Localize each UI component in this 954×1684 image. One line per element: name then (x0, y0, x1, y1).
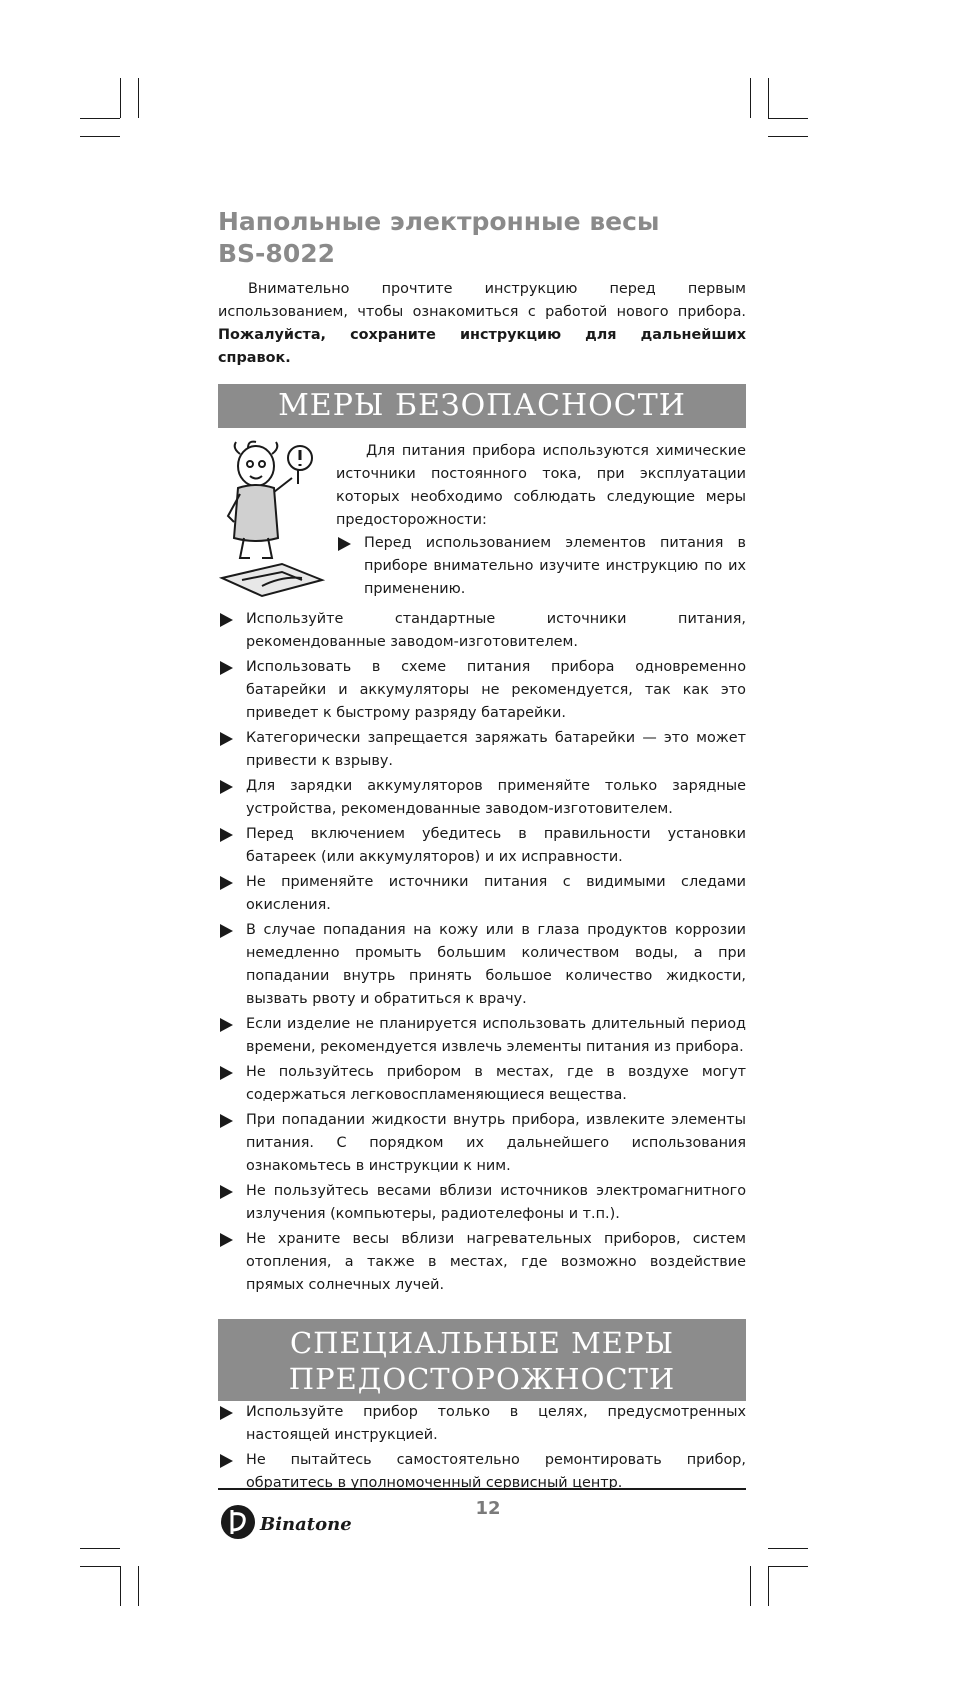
page-number: 12 (475, 1498, 501, 1519)
list-item (218, 1013, 746, 1059)
crop-mark (750, 1566, 751, 1606)
crop-mark (768, 1548, 808, 1549)
list-item (218, 823, 746, 869)
list-item-text: Не пытайтесь самостоятельно ремонтировать прибор, обратитесь в уполномоченный сервисный центр. (246, 1452, 746, 1491)
list-item-text: Категорически запрещается заряжать батарейки — это может привести к взрыву. (246, 730, 746, 769)
intro-paragraph (218, 278, 746, 370)
crop-mark (120, 1566, 121, 1606)
bullet-icon (220, 613, 233, 627)
list-item-text: Использовать в схеме питания прибора одновременно батарейки и аккумуляторы не рекомендуется, так как это приведет к быстрому разряду батарейки. (246, 659, 746, 721)
crop-mark (80, 1566, 120, 1567)
crop-mark (768, 136, 808, 137)
crop-mark (768, 1566, 808, 1567)
list-item (218, 1228, 746, 1297)
bullet-icon (338, 537, 351, 551)
list-item-text: Перед включением убедитесь в правильности установки батареек (или аккумуляторов) и их исправности. (246, 826, 746, 865)
bullet-icon (220, 1114, 233, 1128)
special-heading (218, 1319, 746, 1401)
bullet-icon (220, 828, 233, 842)
bullet-icon (220, 1018, 233, 1032)
crop-mark (768, 1566, 769, 1606)
binatone-logo (218, 1502, 358, 1542)
safety-intro-block (218, 440, 746, 608)
list-item (218, 775, 746, 821)
safety-list (218, 608, 746, 1297)
crop-mark (120, 78, 121, 118)
safety-heading: МЕРЫ БЕЗОПАСНОСТИ (218, 384, 746, 428)
list-item (218, 919, 746, 1011)
list-item (218, 727, 746, 773)
intro-text: Внимательно прочтите инструкцию перед первым использованием, чтобы ознакомиться с работой нового прибора. (218, 281, 746, 320)
list-item-text: Не применяйте источники питания с видимыми следами окисления. (246, 874, 746, 913)
title-line-2: BS-8022 (218, 239, 336, 268)
crop-mark (768, 78, 769, 118)
bullet-icon (220, 1233, 233, 1247)
list-item-text: Не храните весы вблизи нагревательных приборов, систем отопления, а также в местах, где возможно воздействие прямых солнечных лучей. (246, 1231, 746, 1293)
crop-mark (138, 1566, 139, 1606)
special-heading-line-2: ПРЕДОСТОРОЖНОСТИ (288, 1362, 676, 1396)
special-heading-line-1: СПЕЦИАЛЬНЫЕ МЕРЫ (289, 1326, 675, 1360)
list-item (218, 1061, 746, 1107)
list-item-text: Используйте стандартные источники питания, рекомендованные заводом-изготовителем. (246, 611, 746, 650)
list-item (218, 656, 746, 725)
page-footer (218, 1488, 746, 1536)
crop-mark (768, 118, 808, 119)
bullet-icon (220, 1454, 233, 1468)
list-item-text: Не пользуйтесь прибором в местах, где в воздухе могут содержаться легковоспламеняющиеся вещества. (246, 1064, 746, 1103)
list-item (218, 608, 746, 654)
warning-character-icon (218, 440, 328, 610)
list-item-text: При попадании жидкости внутрь прибора, извлеките элементы питания. С порядком их дальнейшего использования ознакомьтесь в инструкции к ним. (246, 1112, 746, 1174)
bullet-icon (220, 876, 233, 890)
intro-bold: Пожалуйста, сохраните инструкцию для дальнейших справок. (218, 327, 746, 366)
bullet-icon (220, 1406, 233, 1420)
bullet-icon (220, 924, 233, 938)
list-item-text: Используйте прибор только в целях, предусмотренных настоящей инструкцией. (246, 1404, 746, 1443)
bullet-icon (220, 780, 233, 794)
list-item (218, 1109, 746, 1178)
crop-mark (80, 136, 120, 137)
crop-mark (80, 118, 120, 119)
list-item (218, 871, 746, 917)
crop-mark (750, 78, 751, 118)
list-item-text: Перед использованием элементов питания в приборе внимательно изучите инструкцию по их применению. (364, 535, 746, 597)
list-item-text: В случае попадания на кожу или в глаза продуктов коррозии немедленно промыть большим количеством воды, а при попадании внутрь принять большое количество жидкости, вызвать рвоту и обратиться к врачу. (246, 922, 746, 1007)
list-item (336, 532, 746, 601)
title-line-1: Напольные электронные весы (218, 207, 660, 236)
safety-intro-paragraph: Для питания прибора используются химические источники постоянного тока, при эксплуатации которых необходимо соблюдать следующие меры предосторожности: (336, 443, 746, 528)
bullet-icon (220, 732, 233, 746)
page-title (218, 206, 746, 270)
crop-mark (138, 78, 139, 118)
safety-intro-text (336, 440, 746, 601)
bullet-icon (220, 1185, 233, 1199)
svg-text:Binatone: Binatone (260, 1514, 352, 1535)
page-content (218, 206, 746, 1497)
special-list (218, 1401, 746, 1495)
list-item (218, 1180, 746, 1226)
list-item-text: Для зарядки аккумуляторов применяйте только зарядные устройства, рекомендованные заводом-изготовителем. (246, 778, 746, 817)
safety-first-list (336, 532, 746, 601)
crop-mark (80, 1548, 120, 1549)
list-item-text: Если изделие не планируется использовать длительный период времени, рекомендуется извлечь элементы питания из прибора. (246, 1016, 746, 1055)
bullet-icon (220, 1066, 233, 1080)
list-item-text: Не пользуйтесь весами вблизи источников электромагнитного излучения (компьютеры, радиотелефоны и т.п.). (246, 1183, 746, 1222)
bullet-icon (220, 661, 233, 675)
list-item (218, 1401, 746, 1447)
